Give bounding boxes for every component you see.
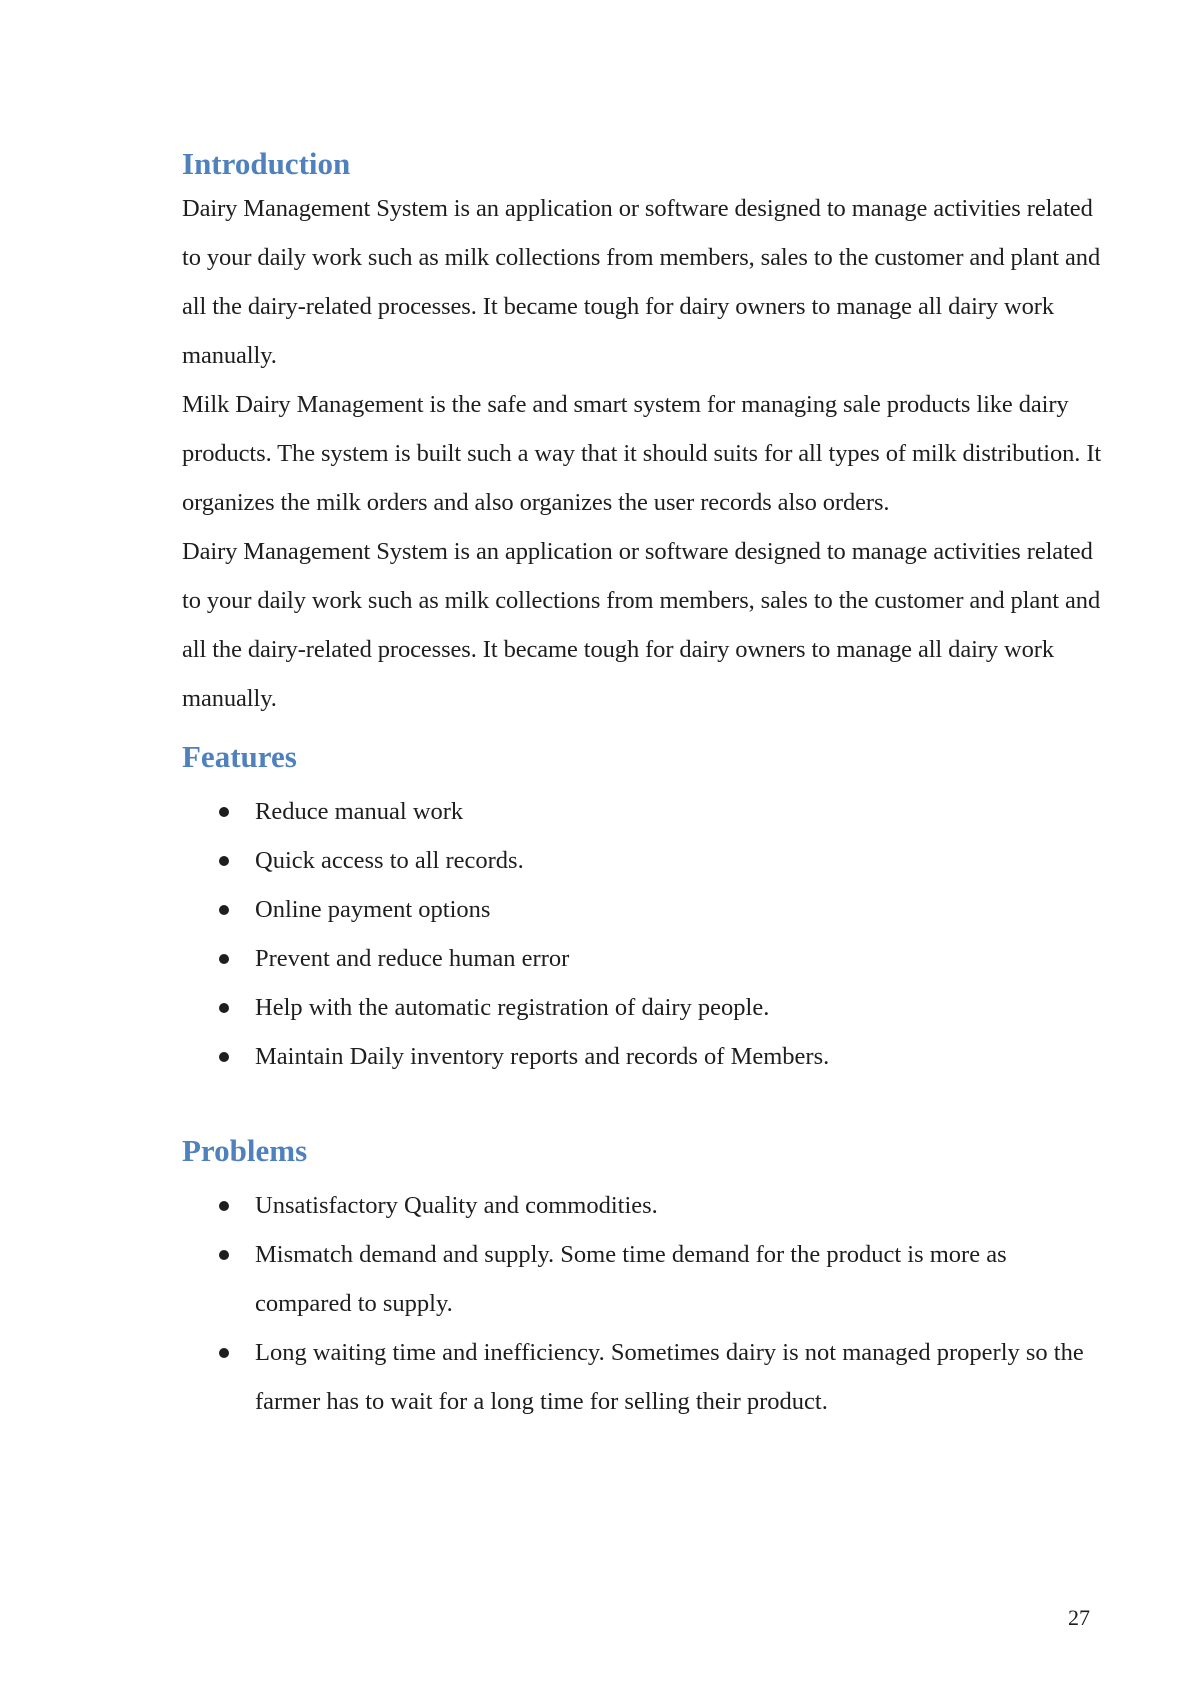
list-item-text: Maintain Daily inventory reports and records of Members.	[255, 1043, 830, 1070]
list-item-text: Unsatisfactory Quality and commodities.	[255, 1192, 658, 1219]
features-heading: Features	[182, 739, 297, 774]
list-item-text: Mismatch demand and supply. Some time demand for the product is more as compared to supply.	[255, 1241, 1007, 1317]
features-list	[182, 787, 1102, 1081]
introduction-section	[182, 144, 1102, 723]
list-item-text: Prevent and reduce human error	[255, 945, 570, 972]
bullet-icon	[219, 1201, 229, 1211]
bullet-icon	[219, 807, 229, 817]
list-item	[182, 1230, 1102, 1328]
introduction-heading: Introduction	[182, 146, 351, 181]
list-item	[182, 934, 1102, 983]
intro-paragraph: Milk Dairy Management is the safe and smart system for managing sale products like dairy products. The system is built such a way that it should suits for all types of milk distribution. It organizes the milk orders and also organizes the user records also orders.	[182, 391, 1102, 516]
bullet-icon	[219, 1052, 229, 1062]
bullet-icon	[219, 905, 229, 915]
bullet-icon	[219, 1003, 229, 1013]
list-item-text: Help with the automatic registration of dairy people.	[255, 994, 770, 1021]
list-item-text: Reduce manual work	[255, 798, 464, 825]
problems-list	[182, 1181, 1102, 1426]
list-item-text: Long waiting time and inefficiency. Sometimes dairy is not managed properly so the farmer has to wait for a long time for selling their product.	[255, 1339, 1084, 1415]
intro-paragraph: Dairy Management System is an application or software designed to manage activities related to your daily work such as milk collections from members, sales to the customer and plant and all the dairy-related processes. It became tough for dairy owners to manage all dairy work manually.	[182, 195, 1101, 369]
list-item-text: Online payment options	[255, 896, 491, 923]
bullet-icon	[219, 1250, 229, 1260]
list-item	[182, 836, 1102, 885]
bullet-icon	[219, 856, 229, 866]
list-item	[182, 1328, 1102, 1426]
bullet-icon	[219, 954, 229, 964]
list-item	[182, 1181, 1102, 1230]
page-content	[182, 144, 1102, 1426]
page-number: 27	[1068, 1605, 1090, 1630]
bullet-icon	[219, 1348, 229, 1358]
list-item-text: Quick access to all records.	[255, 847, 524, 874]
list-item	[182, 787, 1102, 836]
list-item	[182, 983, 1102, 1032]
list-item	[182, 885, 1102, 934]
features-section	[182, 737, 1102, 1081]
problems-heading: Problems	[182, 1133, 308, 1168]
list-item	[182, 1032, 1102, 1081]
intro-paragraph: Dairy Management System is an application or software designed to manage activities related to your daily work such as milk collections from members, sales to the customer and plant and all the dairy-related processes. It became tough for dairy owners to manage all dairy work manually.	[182, 538, 1101, 712]
problems-section	[182, 1131, 1102, 1426]
